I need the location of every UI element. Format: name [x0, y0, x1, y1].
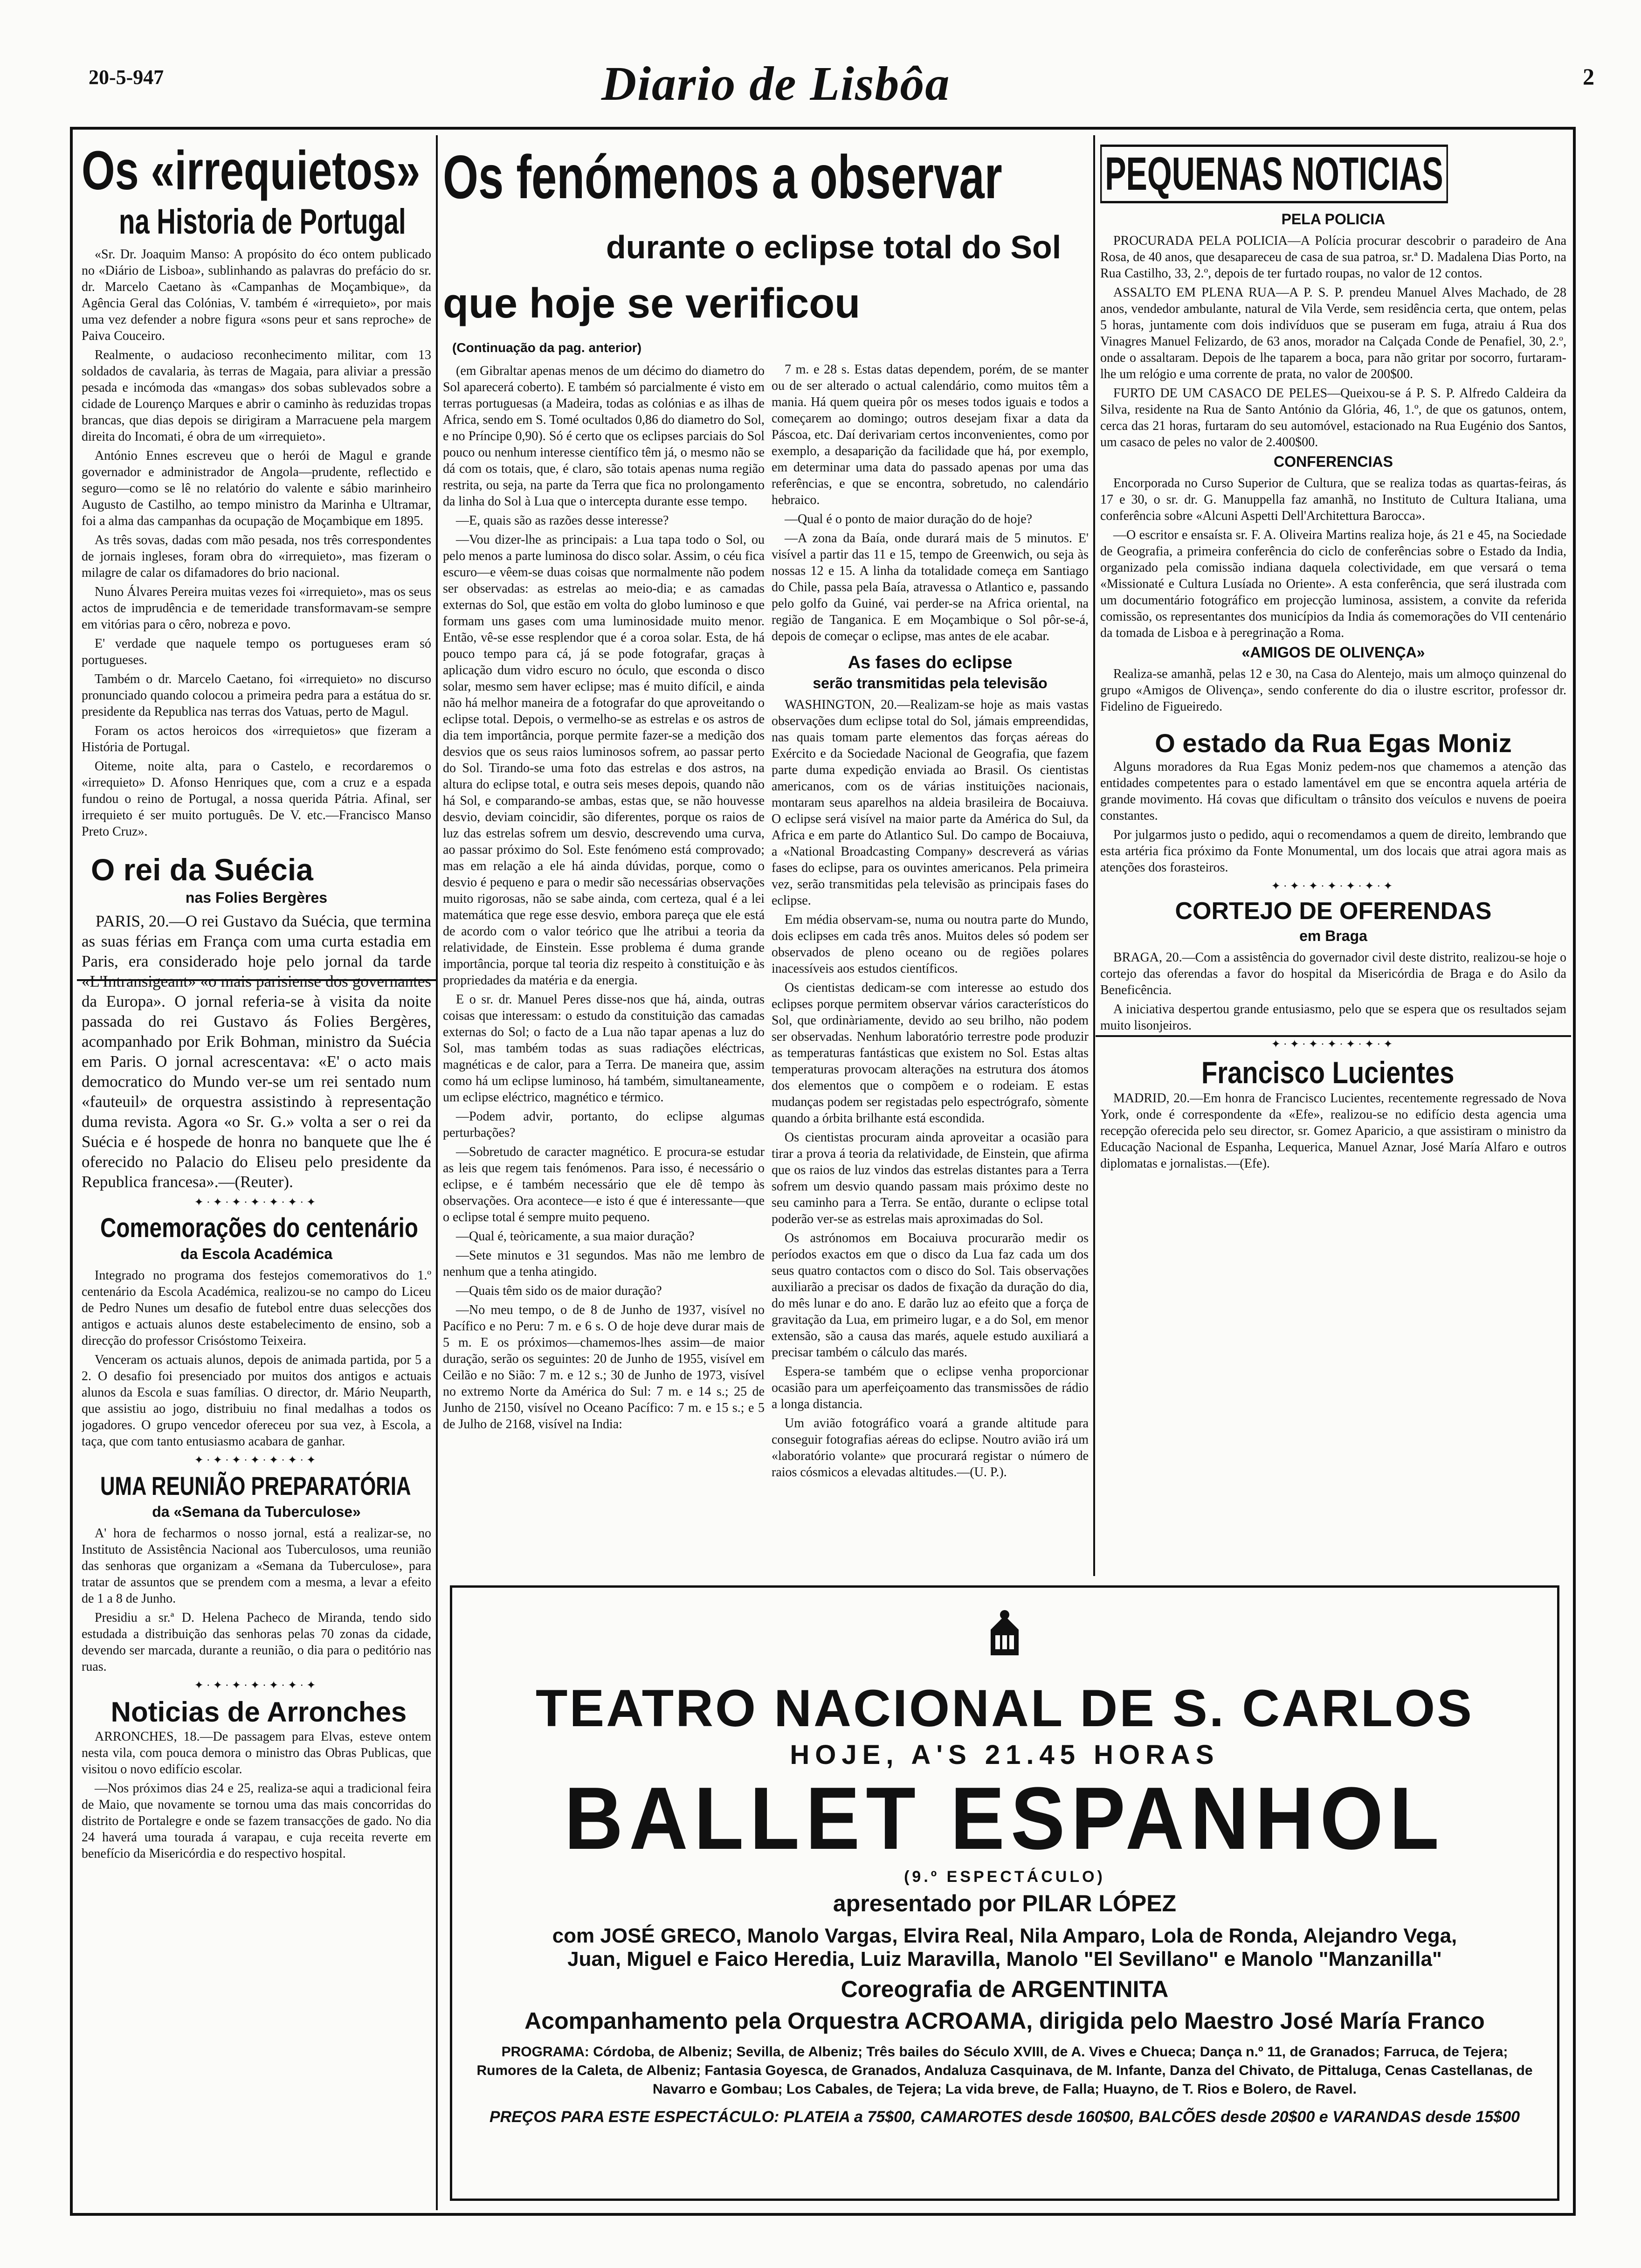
arronches-paragraph: ARRONCHES, 18.—De passagem para Elvas, esteve ontem nesta vila, com pouca demora o ministro das Obras Publicas, que visitou o novo edifício escolar.	[82, 1729, 431, 1777]
irrequietos-paragraph: «Sr. Dr. Joaquim Manso: A propósito do éco ontem publicado no «Diário de Lisboa», sublinhando as palavras do prefácio do sr. dr. Marcelo Caetano às «Campanhas de Moçambique», da Agência Geral das Colónias, V. também é «irrequieto», por mais uma vez defender a nobre figura «sons peur et sans reproche» de Paiva Couceiro.	[82, 247, 431, 343]
eclipse-paragraph: —Sete minutos e 31 segundos. Mas não me lembro de nenhum que a tenha atingido.	[443, 1248, 765, 1279]
separator: ✦·✦·✦·✦·✦·✦·✦	[1271, 1038, 1396, 1051]
separator: ✦·✦·✦·✦·✦·✦·✦	[194, 1454, 319, 1466]
irrequietos-paragraph: António Ennes escreveu que o herói de Magul e grande governador e administrador de Angola—prudente, reflectido e seguro—como se lê no relatório do valente e sábio marinheiro Augusto de Castilho, ao tempo ministro da Marinha e Ultramar, foi a alma das campanhas da ocupação de Moçambique em 1895.	[82, 449, 431, 528]
crest-icon	[452, 1606, 1557, 1665]
fases-paragraph: Os cientistas dedicam-se com interesse ao estudo dos eclipses porque permitem observar vários característicos do Sol, que ordinàriamente, devido ao seu brilho, não podem ser observadas. Nenhum laboratório terrestre pode produzir as temperaturas fantásticas que existem no Sol. Estas altas temperaturas provocam alterações na estrutura dos átomos dos elementos que o compõem e o rodeiam. E estas mudanças podem ser registadas pelo espectrógrafo, sòmente quando a órbita brilhante está escondida.	[772, 981, 1089, 1126]
comemoracoes-subheadline: da Escola Académica	[180, 1245, 333, 1262]
irrequietos-paragraph: Foram os actos heroicos dos «irrequietos» que fizeram a História de Portugal.	[82, 724, 431, 754]
rei-suecia-subheadline: nas Folies Bergères	[185, 889, 328, 906]
ad-programme-line: Dança n.º 11, de Granados; Farruca, de Tejera; Rumores de la Caleta, de Albeniz; Fantasia Goyesca, de Granados, Andaluza Casquinava, de M. Infante, Danza del Chivato, de Pittaluga, Cenas Castellanas, de Navarro	[476, 2044, 1533, 2097]
ad-show-time: HOJE, A'S 21.45 HORAS	[790, 1740, 1220, 1770]
eclipse-paragraph: —A zona da Baía, onde durará mais de 5 minutos. E' visível a partir das 11 e 15, tempo de Greenwich, ou seja às nossas 12 e 15. A linha da totalidade começa em Santiago do Chile, passa pela Baía, atravessa o Atlantico e, passando pelo golfo da Guiné, vai perder-se na Africa oriental, na região de Tanganica. E em Moçambique o Sol pôr-se-á, depois de começar o eclipse, mas antes de ele acabar.	[772, 531, 1089, 643]
lucientes-paragraph: MADRID, 20.—Em honra de Francisco Lucientes, recentemente regressado de Nova York, onde é correspondente da «Efe», realizou-se no edifício desta agencia uma recepção oferecida pelo seu director, sr. Gomez Aparicio, a que assistiram o ministro da Educação Nacional de Espanha, Lequerica, Manuel Aznar, José María Alfaro e outros diplomatas e jornalistas.—(Efe).	[1100, 1091, 1566, 1171]
reuniao-paragraph: A' hora de fecharmos o nosso jornal, está a realizar-se, no Instituto de Assistência Nacional aos Tuberculosos, uma reunião das senhoras que organizam a «Semana da Tuberculose», para tratar de assuntos que se prendem com a mesma, a levar a efeito de 1 a 8 de Junho.	[82, 1526, 431, 1606]
comemoracoes-headline: Comemorações do centenário	[100, 1213, 418, 1243]
ad-show-title: BALLET ESPANHOL	[564, 1769, 1445, 1868]
issue-date: 20-5-947	[89, 66, 164, 89]
eclipse-column-a	[443, 340, 765, 1571]
policia-paragraph: ASSALTO EM PLENA RUA—A P. S. P. prendeu Manuel Alves Machado, de 28 anos, vendedor ambulante, natural de Vila Verde, sem residência certa, que ontem, pelas 5 horas, juntamente com dois indivíduos que se puseram em fuga, atraiu á Rua dos Vinagres Manuel Felizardo, de 63 anos, morador na Calçada Conde de Penafiel, 30, 2.º, onde o assaltaram. Depois de lhe taparem a boca, para não gritar por socorro, furtaram-lhe um relógio e uma corrente de prata, no valor de 200$00.	[1100, 285, 1566, 381]
arronches-paragraph: —Nos próximos dias 24 e 25, realiza-se aqui a tradicional feira de Maio, que novamente se tornou uma das mais concorridas do distrito de Portalegre e onde se fazem transacções de gado. No dia 24 haverá uma tourada á varapau, e cuja receita reverte em benefício da Misericórdia e do respectivo hospital.	[82, 1781, 431, 1861]
cortejo-headline: CORTEJO DE OFERENDAS	[1175, 898, 1492, 925]
column-rule-1	[436, 135, 438, 2210]
egas-moniz-headline: O estado da Rua Egas Moniz	[1155, 728, 1512, 758]
conferencias-paragraph: —O escritor e ensaísta sr. F. A. Oliveira Martins realiza hoje, ás 21 e 45, na Sociedade de Geografia, a primeira conferência do ciclo de conferências sobre o Estado da India, organizado pela comissão indiana daquela colectividade, em que versará o tema «Missionaté e Cultura Lusíada no Oriente». A esta conferência, que será ilustrada com um documentário fotográfico em projecção luminosa, assistem, a convite da referida comissão, os representantes dos municípios da India ás comemorações do VII centenário da tomada de Lisboa e à peregrinação a Roma.	[1100, 528, 1566, 640]
fases-paragraph: Os cientistas procuram ainda aproveitar a ocasião para tirar a prova á teoria da relatividade, de Einstein, que afirma que os raios de luz vindos das estrelas distantes para a Terra sofrem um desvio quando passam mais próximo deste no seu caminho para a Terra. Se então, durante o eclipse total poderão ver-se as estrelas mais aproximadas do Sol.	[772, 1130, 1089, 1226]
rei-suecia-text: PARIS, 20.—O rei Gustavo da Suécia, que termina as suas férias em França com uma curta estadia em Paris, era considerado hoje pelo jornal da tarde «L'Intransigeant» «o mais parisiense dos governantes da Europa». O jornal referia-se à visita da noite passada do rei Gustavo ás Folies Bergères, acompanhado por Erik Bohman, ministro da Suécia em Paris. O jornal acrescentava: «E' o acto mais democratico do Mundo ver-se um rei sentado num «fauteuil» de orquestra assistindo à representação duma revista. Agora «o Sr. G.» volta a ser o rei da Suécia e é hospede de honra no banquete que lhe é oferecido no Palacio do Eliseu pelo presidente da Republica francesa».—(Reuter).	[82, 912, 431, 1191]
eclipse-paragraph: (em Gibraltar apenas menos de um décimo do diametro do Sol aparecerá coberto). E também só parcialmente é visto em terras portuguesas (a Madeira, todas as colónias e as ilhas de Africa, sendo em S. Tomé ocultados 0,86 do diametro do Sol, e no Príncipe 0,90). Só é certo que os eclipses parciais do Sol pouco ou nenhum interesse científico têm já, o mesmo não se dá com os totais, que, é claro, são totais apenas numa região restrita, ou seja, na parte da Terra que fica no prolongamento da linha do Sol à Lua que o intercepta durante esse tempo.	[443, 364, 765, 509]
column-right	[1100, 145, 1566, 1581]
reuniao-subheadline: da «Semana da Tuberculose»	[152, 1503, 361, 1520]
separator: ✦·✦·✦·✦·✦·✦·✦	[194, 1680, 319, 1692]
cortejo-paragraph: A iniciativa despertou grande entusiasmo, pelo que se espera que os resultados sejam muito lisonjeiros.	[1100, 1002, 1566, 1033]
eclipse-paragraph: 7 m. e 28 s. Estas datas dependem, porém, de se manter ou de ser alterado o actual calendário, como muitos têm a mania. Há quem queira pôr os meses todos iguais e todos a começarem ao domingo; outros desejam fixar a data da Páscoa, etc. Daí derivariam certos inconvenientes, como por exemplo, a desaparição da facilidade que há, por exemplo, em determinar uma data do passado apenas por uma das referências, e que se encontra, sobretudo, no calendário hebraico.	[772, 362, 1089, 507]
irrequietos-paragraph: Nuno Álvares Pereira muitas vezes foi «irrequieto», mas os seus actos de imprudência e de temeridade transformavam-se sempre em vitórias para o cêro, nobreza e povo.	[82, 585, 431, 632]
olivenca-subheadline: «AMIGOS DE OLIVENÇA»	[1241, 644, 1425, 661]
comemoracoes-paragraph: Venceram os actuais alunos, depois de animada partida, por 5 a 2. O desafio foi presenciado por muitos dos antigos e actuais alunos da Escola e suas famílias. O director, dr. Mário Neuparth, que assistiu ao jogo, distribuiu no final medalhas a todos os jogadores. O grupo vencedor ofereceu por sua vez, à Escola, a taça, que com tanto entusiasmo acabara de ganhar.	[82, 1353, 431, 1449]
page-number: 2	[1583, 63, 1594, 90]
reuniao-paragraph: Presidiu a sr.ª D. Helena Pacheco de Miranda, tendo sido estudada a distribuição das senhoras pelas 70 zonas da cidade, devendo ser marcada, durante a reunião, o dia para o peditório nas ruas.	[82, 1611, 431, 1674]
column-left	[82, 140, 431, 2210]
comemoracoes-paragraph: Integrado no programa dos festejos comemorativos do 1.º centenário da Escola Académica, realizou-se no campo do Liceu de Pedro Nunes um desafio de futebol entre duas selecções dos antigos e actuais alunos deste estabelecimento de ensino, sob a direcção do professor Crisóstomo Teixeira.	[82, 1268, 431, 1348]
separator: ✦·✦·✦·✦·✦·✦·✦	[194, 1196, 319, 1209]
eclipse-paragraph: E o sr. dr. Manuel Peres disse-nos que há, ainda, outras coisas que interessam: o estudo da constituição das camadas externas do Sol; o facto de a Lua não tapar apenas a luz do Sol, mas também todas as suas radiações eléctricas, magnéticas e de calor, para a Terra. De maneira que, assim como há um eclipse luminoso, há também, simultaneamente, um eclipse eléctrico, magnético e térmico.	[443, 992, 765, 1105]
olivenca-paragraph: Realiza-se amanhã, pelas 12 e 30, na Casa do Alentejo, mais um almoço quinzenal do grupo «Amigos de Olivença», sendo conferente do dia o ilustre escritor, professor dr. Fidelino de Figueiredo.	[1100, 667, 1566, 714]
egas-moniz-paragraph: Alguns moradores da Rua Egas Moniz pedem-nos que chamemos a atenção das entidades competentes para o estado lamentável em que se encontra aquela artéria de grande movimento. Há covas que dificultam o trânsito dos veículos e nuvens de poeira constantes.	[1100, 760, 1566, 823]
separator: ✦·✦·✦·✦·✦·✦·✦	[1271, 880, 1396, 892]
fases-paragraph: Os astrónomos em Bocaiuva procurarão medir os períodos exactos em que o disco da Lua faz cada um dos seus quatro contactos com o disco do Sol. Tais observações auxiliarão a precisar os dados de fixação da duração do dia, do mês lunar e do ano. E darão luz ao efeito que a força de gravitação da Lua, em primeiro lugar, e a do Sol, em menor extensão, são a causa das marés, aquele estudo auxiliará a precisar também o cálculo das marés.	[772, 1231, 1089, 1360]
irrequietos-paragraph: E' verdade que naquele tempo os portugueses eram só portugueses.	[82, 636, 431, 667]
lucientes-headline: Francisco Lucientes	[1201, 1055, 1455, 1090]
policia-paragraph: FURTO DE UM CASACO DE PELES—Queixou-se á P. S. P. Alfredo Caldeira da Silva, residente na Rua de Santo António da Glória, 46, 1.º, de que os gatunos, ontem, cerca das 21 horas, furtaram do seu automóvel, estacionado na Rua Eugénio dos Santos, um casaco de peles no valor de 2.400$00.	[1100, 386, 1566, 449]
eclipse-subheadline-2: que hoje se verificou	[443, 280, 861, 327]
fases-paragraph: Em média observam-se, numa ou noutra parte do Mundo, dois eclipses em cada três anos. Muitos deles só podem ser observados de pleno oceano ou de regiões polares inacessíveis aos estudos científicos.	[772, 913, 1089, 976]
irrequietos-headline: Os «irrequietos»	[82, 140, 421, 201]
eclipse-paragraph: —No meu tempo, o de 8 de Junho de 1937, visível no Pacífico e no Peru: 7 m. e 6 s. O de hoje deve durar mais de 5 m. E os próximos—chamemos-lhes assim—de maior duração, serão os seguintes: 20 de Junho de 1955, visível em Ceilão e no Sião: 7 m. e 12 s.; 30 de Junho de 1973, visível no extremo Norte da América do Sul: 7 m. e 14 s.; 25 de Junho de 2150, visível no Oceano Pacífico: 7 m. e 15 s.; e 5 de Julho de 2168, visível na India:	[443, 1303, 765, 1431]
policia-paragraph: PROCURADA PELA POLICIA—A Polícia procurar descobrir o paradeiro de Ana Rosa, de 40 anos, que desapareceu de casa de sua patroa, sr.ª D. Madalena Dias Porto, na Rua Castilho, 33, 2.º, depois de ter furtado roupas, no valor de 12 contos.	[1100, 234, 1566, 281]
fases-subheadline: serão transmitidas pela televisão	[813, 675, 1048, 691]
eclipse-paragraph: —E, quais são as razões desse interesse?	[456, 513, 669, 528]
eclipse-paragraph: —Quais têm sido os de maior duração?	[456, 1284, 662, 1298]
eclipse-subheadline: durante o eclipse total do Sol	[606, 229, 1062, 265]
policia-subheadline: PELA POLICIA	[1281, 211, 1386, 228]
ad-programme	[476, 2043, 1534, 2099]
irrequietos-paragraph: Também o dr. Marcelo Caetano, foi «irrequieto» no discurso pronunciado quando colocou a primeira pedra para a estátua do sr. presidente da Republica nas terras dos Vatuas, perto de Magul.	[82, 672, 431, 719]
fases-paragraph: WASHINGTON, 20.—Realizam-se hoje as mais vastas observações dum eclipse total do Sol, jámais empreendidas, nas quais tomam parte elementos das forças aéreas do Exército e da Sociedade Nacional de Geografia, que fazem parte duma expedição enviada ao Brasil. Os cientistas americanos, com os de várias instituições nacionais, montaram seus aparelhos na aldeia brasileira de Bocaiuva. O eclipse será visível na maior parte da América do Sul, da Africa e em parte do Atlantico Sul. Do campo de Bocaiuva, a «National Broadcasting Company» descreverá as várias fases do eclipse, para os ouvintes americanos. Pela primeira vez, serão transmitidas pela televisão as principais fases do eclipse.	[772, 698, 1089, 908]
eclipse-paragraph: —Qual é o ponto de maior duração do de hoje?	[785, 512, 1033, 526]
reuniao-headline: UMA REUNIÃO PREPARATÓRIA	[100, 1471, 411, 1500]
irrequietos-paragraph: Oiteme, noite alta, para o Castelo, e recordaremos o «irrequieto» D. Afonso Henriques que, com a cruz e a espada fundou o reino de Portugal, a nossa querida Pátria. Afinal, ser irrequieto é ser muito português. De V. etc.—Francisco Manso Preto Cruz».	[82, 759, 431, 839]
ad-prices: PREÇOS PARA ESTE ESPECTÁCULO: PLATEIA a 75$00, CAMAROTES desde 160$00, BALCÕES desde 20$00 e VARANDAS desde 15$00	[489, 2108, 1520, 2126]
eclipse-paragraph: —Sobretudo de caracter magnético. E procura-se estudar as leis que regem tais fenómenos. Para isso, é necessário o eclipse, e é também necessário que ele dê tempo às observações. Ora acontece—e isto é que é interessante—que o eclipse total é sempre muito pequeno.	[443, 1145, 765, 1224]
conferencias-paragraph: Encorporada no Curso Superior de Cultura, que se realiza todas as quartas-feiras, ás 17 e 30, o sr. dr. G. Manuppella faz amanhã, no Instituto de Cultura Italiana, uma conferência sobre «Alcuni Aspetti Dell'Architettura Barocca».	[1100, 476, 1566, 523]
cortejo-subheadline: em Braga	[1299, 927, 1367, 944]
fases-paragraph: Espera-se também que o eclipse venha proporcionar ocasião para um aperfeiçoamento das transmissões de rádio a longa distancia.	[772, 1364, 1089, 1411]
eclipse-paragraph: —Podem advir, portanto, do eclipse algumas perturbações?	[443, 1109, 765, 1140]
theatre-advertisement	[450, 1585, 1559, 2201]
eclipse-paragraph: —Qual é, teòricamente, a sua maior duração?	[456, 1229, 695, 1244]
continuation-note: (Continuação da pag. anterior)	[452, 340, 642, 355]
cortejo-paragraph: BRAGA, 20.—Com a assistência do governador civil deste distrito, realizou-se hoje o cortejo das oferendas a favor do hospital da Misericórdia de Braga e do Asilo da Beneficência.	[1100, 950, 1566, 997]
irrequietos-subheadline: na Historia de Portugal	[119, 202, 406, 242]
ad-cast-line: Juan, Miguel e Faico Heredia, Luiz Maravilla, Manolo "El Sevillano" e Manolo "Manzanilla"	[567, 1948, 1442, 1971]
ad-programme-line: e Gombau; Los Cabales, de Tejera; La vida breve, de Falla; Huayno, de T. Rios e Bolero, de Ravel.	[709, 2081, 1357, 2097]
eclipse-column-b	[772, 361, 1089, 1574]
ad-programme-line: PROGRAMA: Córdoba, de Albeniz; Sevilla, de Albeniz; Três bailes do Século XVIII, de A. Vives e Chueca;	[501, 2044, 1196, 2060]
irrequietos-paragraph: As três sovas, dadas com mão pesada, nos três correspondentes de jornais ingleses, foram obra do «irrequieto», mas fizeram o milagre de calar os difamadores do brio nacional.	[82, 533, 431, 580]
eclipse-headline: Os fenómenos a observar	[443, 143, 1002, 211]
ad-theatre-name: TEATRO NACIONAL DE S. CARLOS	[536, 1679, 1474, 1737]
ad-choreography: Coreografia de ARGENTINITA	[841, 1976, 1169, 2002]
irrequietos-paragraph: Realmente, o audacioso reconhecimento militar, com 13 soldados de cavalaria, às terras de Magaia, para aliviar a pressão pesada e incómoda das «mangas» dos sobas sublevados sobre a cidade de Lourenço Marques e abrir o caminho às reduzidas tropas brancas, que dias depois se dirigiram a Marracuene pela margem direita do Incomati, é obra de um «irrequieto».	[82, 348, 431, 444]
rei-suecia-headline: O rei da Suécia	[91, 852, 313, 887]
arronches-headline: Noticias de Arronches	[110, 1696, 407, 1728]
fases-paragraph: Um avião fotográfico voará a grande altitude para conseguir fotografias aéreas do eclipse. Noutro avião irá um «laboratório volante» que procurará registar o número de raios cósmicos a elevadas altitudes.—(U. P.).	[772, 1416, 1089, 1480]
ad-presenter: apresentado por PILAR LÓPEZ	[833, 1890, 1177, 1916]
eclipse-paragraph: —Vou dizer-lhe as principais: a Lua tapa todo o Sol, ou pelo menos a parte luminosa do disco solar. Assim, o céu fica escuro—e vêem-se duas coisas que normalmente não podem ser observadas: as estrelas ao meio-dia; e as camadas externas do Sol, que estão em volta do globo luminoso e que formam uns gases com uma luminosidade muito menor. Então, vê-se esse resplendor que é a coroa solar. Esta, de há pouco tempo para cá, já se pode fotografar, graças à aplicação dum vidro escuro no óculo, que esconda o disco solar, mesmo sem haver eclipse; mas é muito difícil, e ainda não há melhor maneira de a fotografar do que aproveitando o eclipse total. Depois, o vermelho-se as estrelas e os astros de dia tem importância, porque permite fazer-se a medição dos desvios que os seus raios luminosos sofrem, ao passar perto do Sol. Tirando-se uma foto das estrelas e dos astros, na altura do eclipse total, e outra seis meses depois, quando não há Sol, e comparando-se ambas, estas que, se não houvesse desvio, deviam coincidir, são diferentes, porque os raios de luz das estrelas sofrem um desvio, descrevendo uma curva, ao passar próximo do Sol. Este fenómeno está comprovado; mas em relação a ele há ainda dúvidas, porque, como o desvio é pequeno e para o medir são necessárias observações muito rigorosas, não se sabe ainda, com certeza, qual é a lei matemática que rege esse desvio, embora pareça que ele está de acordo com o valor teórico que lhe atribui a teoria da relatividade, de Einstein. Esse problema é duma grande importância, porque tal teoria diz respeito à constituição e às propriedades da matéria e da energia.	[443, 532, 765, 988]
conferencias-subheadline: CONFERENCIAS	[1273, 453, 1393, 470]
newspaper-masthead: Diario de Lisbôa	[601, 57, 951, 111]
ad-orchestra: Acompanhamento pela Orquestra ACROAMA, dirigida pelo Maestro José María Franco	[524, 2008, 1485, 2034]
ad-cast-line: com JOSÉ GRECO, Manolo Vargas, Elvira Real, Nila Amparo, Lola de Ronda, Alejandro Vega,	[552, 1924, 1457, 1947]
column-rule-2	[1093, 135, 1095, 1576]
pequenas-noticias-headline: PEQUENAS NOTICIAS	[1100, 145, 1448, 203]
fases-headline: As fases do eclipse	[848, 653, 1013, 672]
egas-moniz-paragraph: Por julgarmos justo o pedido, aqui o recomendamos a quem de direito, lembrando que esta artéria fica próximo da Fonte Monumental, um dos locais que atrai agora mais as atenções dos forasteiros.	[1100, 828, 1566, 875]
ad-show-number: (9.º ESPECTÁCULO)	[904, 1868, 1105, 1886]
